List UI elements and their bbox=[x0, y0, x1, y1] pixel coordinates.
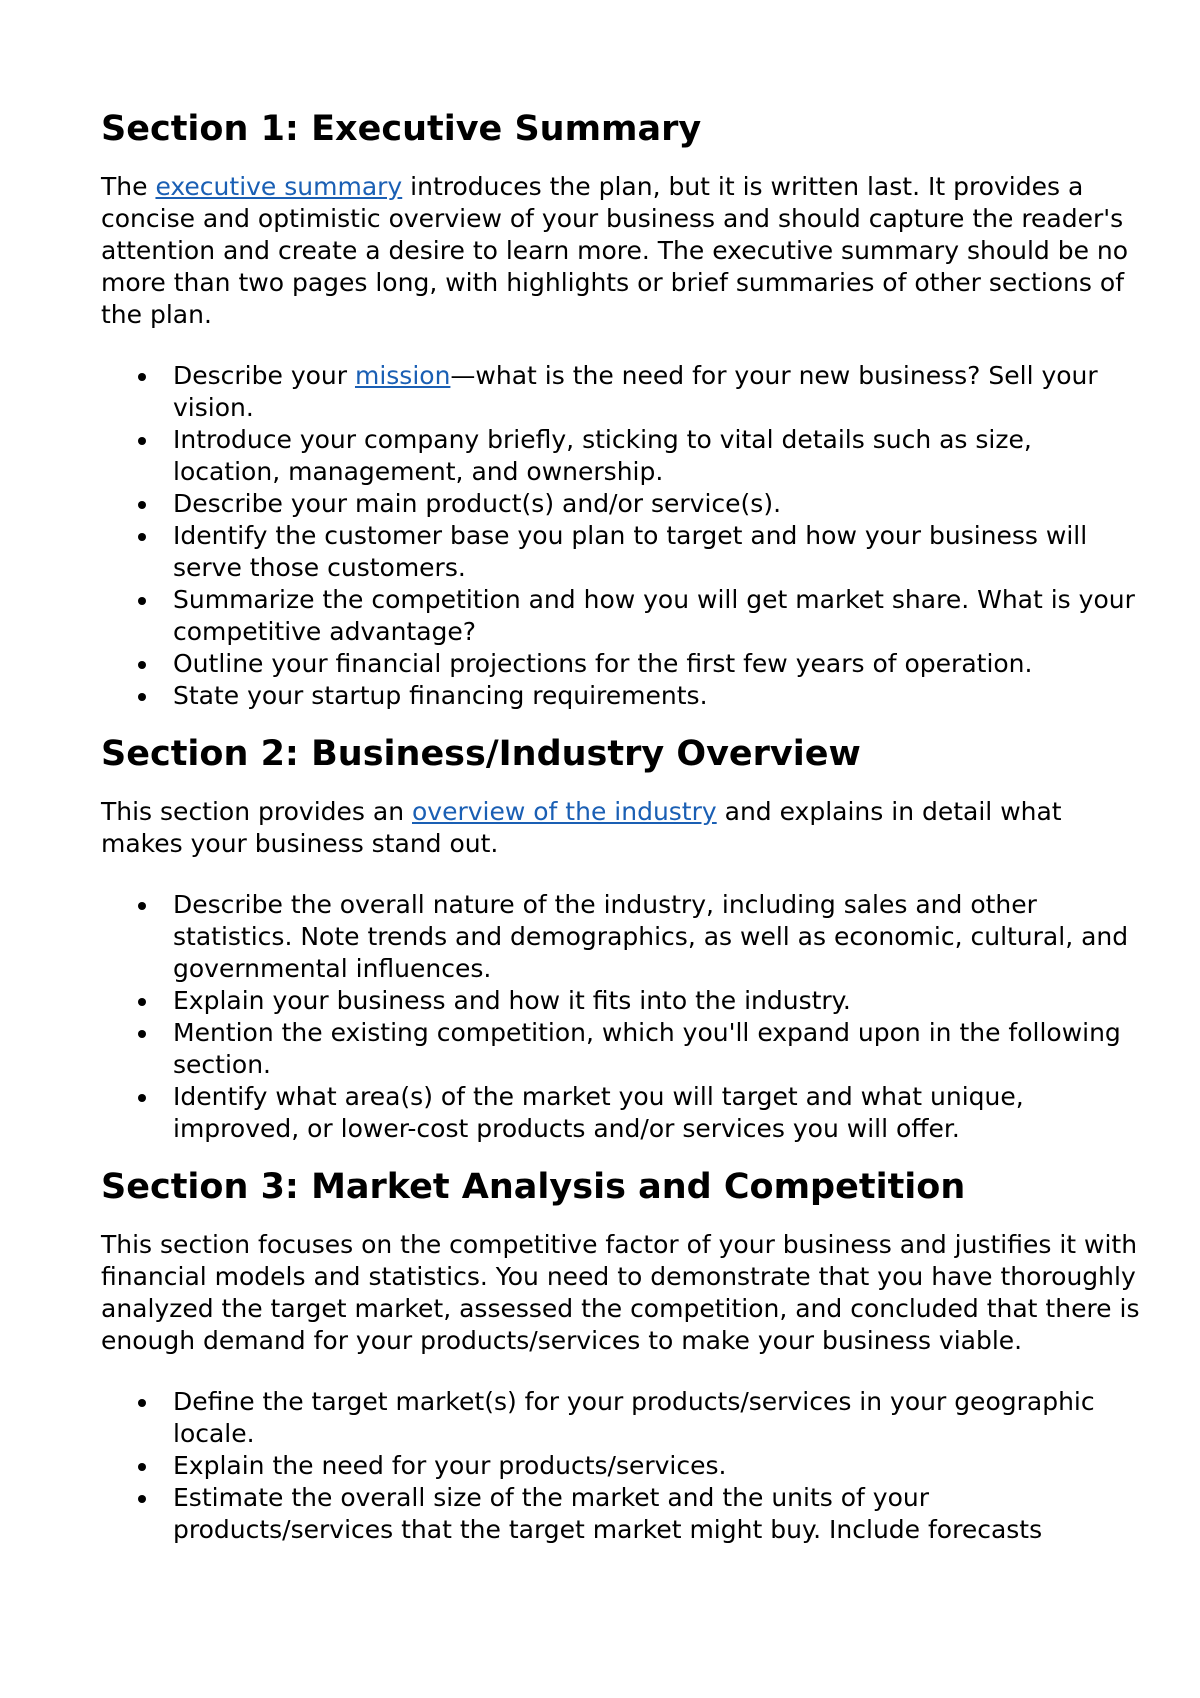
section-2-bullet-list bbox=[101, 889, 1141, 1145]
section-3-intro: This section focuses on the competitive factor of your business and justifies it with financial models and statistics. You need to demonstrate that you have thoroughly analyzed the target market, assessed the competition, and concluded that there is enough demand for your products/services to make your business viable. bbox=[101, 1230, 1140, 1355]
section-2-intro-text-start: This section provides an bbox=[101, 797, 412, 826]
section-3-heading: Section 3: Market Analysis and Competition bbox=[101, 1167, 966, 1207]
list-item: Estimate the overall size of the market and the units of your products/services that the target market might buy. Include forecasts bbox=[101, 1482, 1141, 1546]
section-2-heading: Section 2: Business/Industry Overview bbox=[101, 734, 861, 774]
list-item: Identify the customer base you plan to target and how your business will serve those customers. bbox=[101, 520, 1141, 584]
list-item: Mention the existing competition, which you'll expand upon in the following section. bbox=[101, 1017, 1141, 1081]
list-item: Summarize the competition and how you will get market share. What is your competitive advantage? bbox=[101, 584, 1141, 648]
section-2-intro-text-end: and explains in detail what makes your business stand out. bbox=[101, 797, 1062, 858]
section-1-intro bbox=[101, 171, 1141, 331]
list-item: Define the target market(s) for your products/services in your geographic locale. bbox=[101, 1386, 1141, 1450]
section-1-intro-text-start: The bbox=[101, 172, 156, 201]
list-item: Explain your business and how it fits into the industry. bbox=[101, 985, 1141, 1017]
section-1-bullet-list bbox=[101, 360, 1141, 712]
bullet-text-start: Describe your bbox=[173, 361, 355, 390]
section-1-heading: Section 1: Executive Summary bbox=[101, 109, 702, 149]
document-page bbox=[101, 108, 1141, 1546]
list-item: Outline your financial projections for the first few years of operation. bbox=[101, 648, 1141, 680]
section-2-intro bbox=[101, 796, 1141, 860]
list-item: Describe the overall nature of the industry, including sales and other statistics. Note trends and demographics, as well as economic, cultural, and governmental influences. bbox=[101, 889, 1141, 985]
executive-summary-link[interactable]: executive summary bbox=[155, 172, 403, 201]
section-3-bullet-list bbox=[101, 1386, 1141, 1546]
list-item bbox=[101, 360, 1141, 424]
list-item: Explain the need for your products/services. bbox=[101, 1450, 1141, 1482]
section-1-intro-text-end: introduces the plan, but it is written last. It provides a concise and optimistic overview of your business and should capture the reader's attention and create a desire to learn more. The executive summary should be no more than two pages long, with highlights or brief summaries of other sections of the plan. bbox=[101, 172, 1129, 329]
list-item: Identify what area(s) of the market you will target and what unique, improved, or lower-cost products and/or services you will offer. bbox=[101, 1081, 1141, 1145]
list-item: Introduce your company briefly, sticking to vital details such as size, location, management, and ownership. bbox=[101, 424, 1141, 488]
mission-link[interactable]: mission bbox=[354, 361, 451, 390]
list-item: State your startup financing requirements. bbox=[101, 680, 1141, 712]
industry-overview-link[interactable]: overview of the industry bbox=[412, 797, 717, 826]
bullet-text-end: —what is the need for your new business? Sell your vision. bbox=[173, 361, 1098, 422]
list-item: Describe your main product(s) and/or service(s). bbox=[101, 488, 1141, 520]
